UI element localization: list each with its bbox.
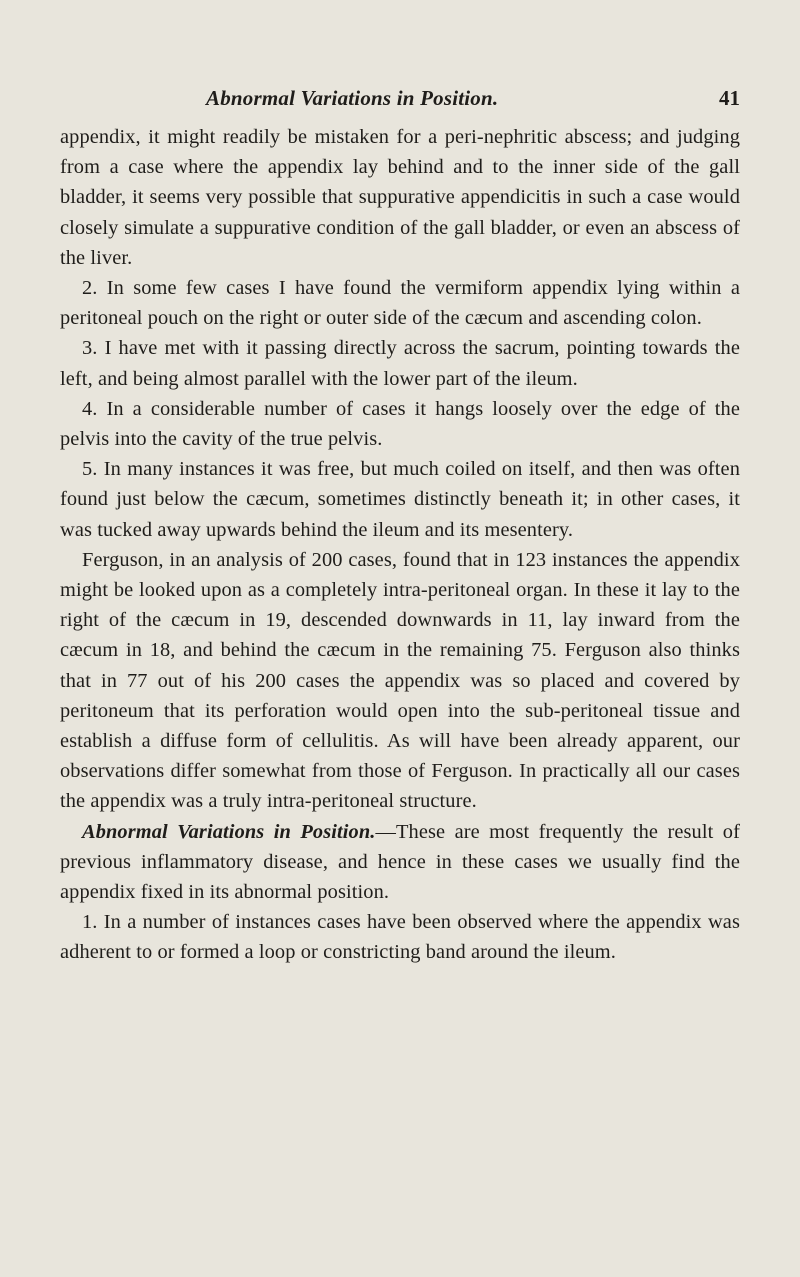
section-heading: Abnormal Variations in Position. bbox=[82, 820, 376, 843]
paragraph-ferguson: Ferguson, in an analysis of 200 cases, found that in 123 instances the appendix might be looked upon as a completely intra-peritoneal organ. In these it lay to the right of the cæcum in 19, descended downwards in 11, lay inward from the cæcum in 18, and behind the cæcum in the remaining 75. Ferguson also thinks that in 77 out of his 200 cases the appendix was so placed and covered by peritoneum that its perforation would open into the sub-peritoneal tissue and establish a diffuse form of cellulitis. As will have been already apparent, our observations differ somewhat from those of Ferguson. In practically all our cases the appendix was a truly intra-peritoneal structure. bbox=[60, 548, 740, 813]
paragraph-item-4: 4. In a considerable number of cases it hangs loosely over the edge of the pelvis into the cavity of the true pelvis. bbox=[60, 397, 740, 451]
paragraph-item-3: 3. I have met with it passing directly across the sacrum, pointing towards the left, and being almost parallel with the lower part of the ileum. bbox=[60, 337, 740, 390]
running-head bbox=[60, 86, 740, 118]
paragraph-item-1: 1. In a number of instances cases have been observed where the appendix was adherent to or formed a loop or constricting band around the ileum. bbox=[60, 911, 740, 964]
running-head-title: Abnormal Variations in Position. bbox=[206, 86, 499, 110]
paragraph-item-5: 5. In many instances it was free, but much coiled on itself, and then was often found just below the cæcum, sometimes distinctly beneath it; in other cases, it was tucked away upwards behind the ileum and its mesentery. bbox=[60, 458, 740, 541]
body-text bbox=[60, 122, 740, 968]
paragraph-continuation: appendix, it might readily be mistaken for a peri-nephritic abscess; and judging from a case where the appendix lay behind and to the inner side of the gall bladder, it seems very possible that suppurative appendicitis in such a case would closely simulate a suppurative condition of the gall bladder, or even an abscess of the liver. bbox=[60, 126, 740, 269]
paragraph-item-2: 2. In some few cases I have found the vermiform appendix lying within a peritoneal pouch on the right or outer side of the cæcum and ascending colon. bbox=[60, 277, 740, 330]
section-heading-text: —These are most frequently the result of previous inflammatory disease, and hence in these cases we usually find the appendix fixed in its abnormal position. bbox=[60, 820, 740, 904]
page-number: 41 bbox=[719, 86, 740, 110]
paragraph-abnormal-variations bbox=[60, 817, 740, 908]
